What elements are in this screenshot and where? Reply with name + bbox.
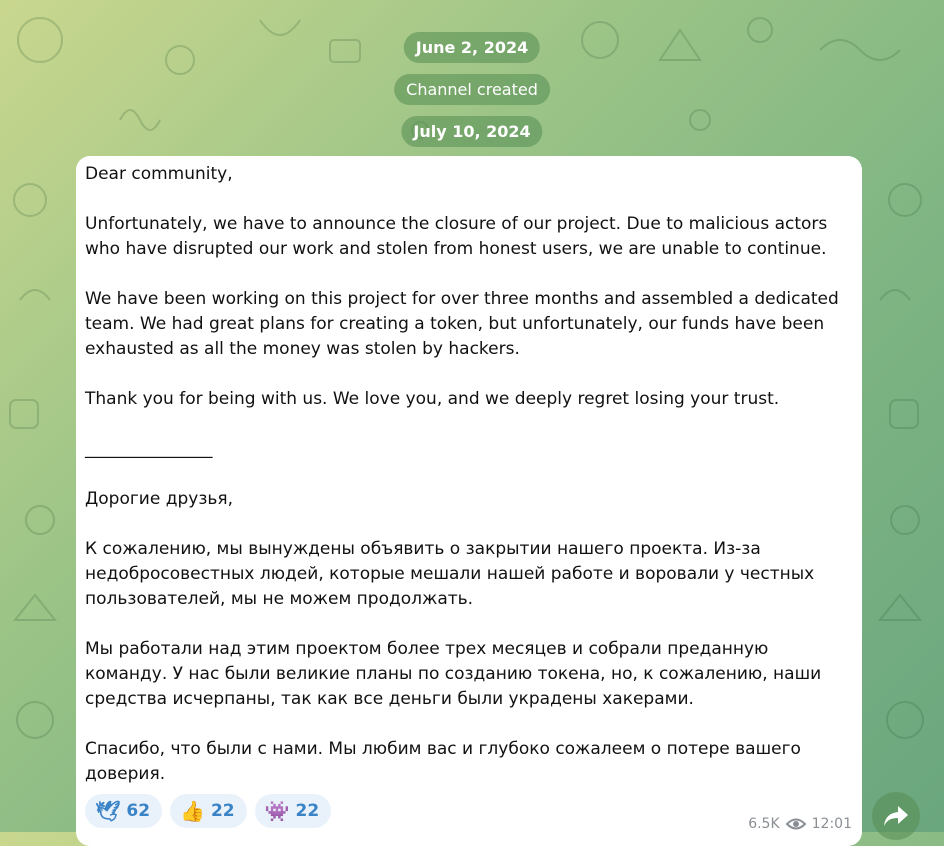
reaction-thumbs-up[interactable] — [170, 794, 247, 828]
reaction-alien-monster[interactable] — [255, 794, 332, 828]
eye-icon — [786, 817, 806, 831]
message-paragraph: Unfortunately, we have to announce the closure of our project. Due to malicious actors who have disrupted our work and stolen from honest users, we are unable to continue. — [85, 214, 833, 259]
reaction-count: 62 — [126, 801, 151, 821]
date-separator: June 2, 2024 — [404, 32, 540, 63]
reaction-count: 22 — [210, 801, 235, 821]
message-text — [85, 162, 852, 787]
message-paragraph: Спасибо, что были с нами. Мы любим вас и глубоко сожалеем о потере вашего доверия. — [85, 739, 807, 784]
view-count: 6.5K — [748, 816, 780, 832]
message-paragraph: We have been working on this project for over three months and assembled a dedicated team. We had great plans for creating a token, but unfortunately, our funds have been exhausted as all the money was stolen by hackers. — [85, 289, 845, 359]
message-paragraph: К сожалению, мы вынуждены объявить о закрытии нашего проекта. Из-за недобросовестных людей, которые мешали нашей работе и воровали у честных пользователей, мы не можем продолжать. — [85, 539, 820, 609]
message-bubble[interactable] — [76, 156, 862, 846]
message-meta — [748, 816, 852, 832]
message-paragraph: Thank you for being with us. We love you, and we deeply regret losing your trust. — [85, 389, 780, 409]
reactions-bar — [85, 794, 331, 828]
message-paragraph: Dear community, — [85, 164, 233, 184]
reaction-count: 22 — [295, 801, 320, 821]
share-button[interactable] — [872, 792, 920, 840]
message-paragraph: Мы работали над этим проектом более трех месяцев и собрали преданную команду. У нас были великие планы по созданию токена, но, к сожалению, наши средства исчерпаны, так как все деньги были украдены хакерами. — [85, 639, 827, 709]
message-divider-line: _______________ — [85, 439, 213, 459]
share-arrow-icon — [883, 805, 909, 827]
alien-monster-icon: 👾 — [264, 799, 290, 823]
dove-icon: 🕊 — [95, 799, 121, 823]
reaction-dove[interactable] — [85, 794, 162, 828]
message-time: 12:01 — [811, 816, 852, 832]
thumbs-up-icon: 👍 — [180, 799, 205, 823]
date-separator: July 10, 2024 — [401, 116, 542, 147]
service-message: Channel created — [394, 74, 550, 105]
message-paragraph: Дорогие друзья, — [85, 489, 234, 509]
